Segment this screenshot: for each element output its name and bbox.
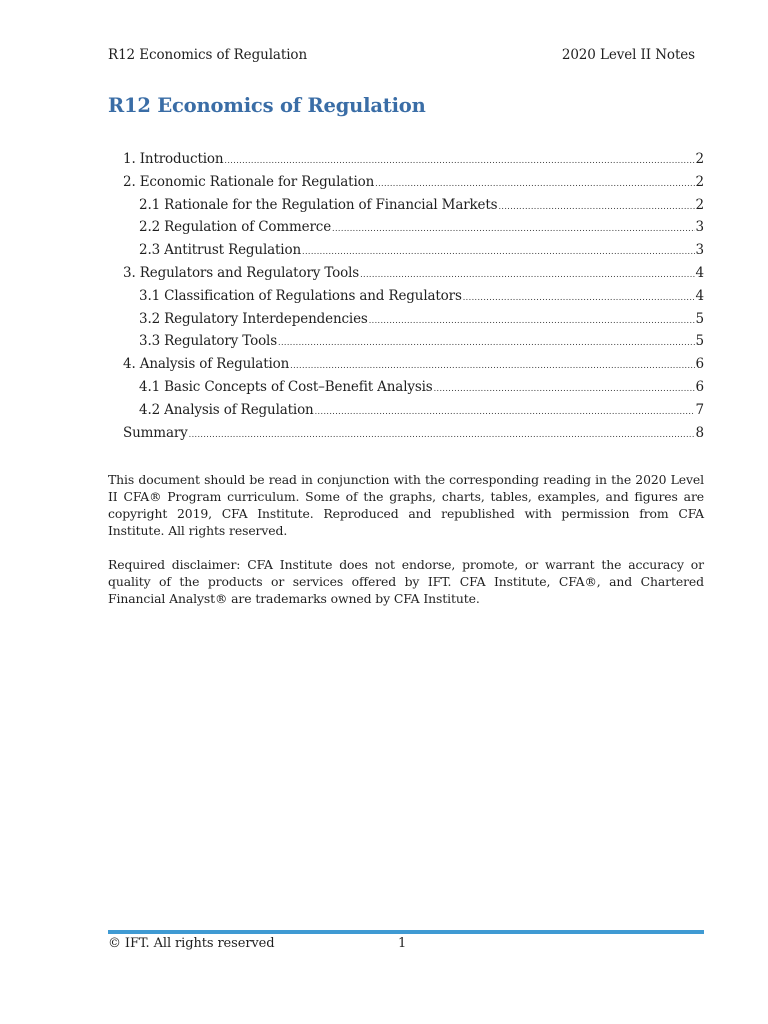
toc-entry-title: 4.1 Basic Concepts of Cost–Benefit Analysis xyxy=(139,378,433,395)
toc-dot-leader xyxy=(369,310,695,333)
footer-page-number: 1 xyxy=(398,936,407,951)
toc-entry-title: 2. Economic Rationale for Regulation xyxy=(123,173,375,190)
toc-entry-page: 3 xyxy=(695,219,704,236)
toc-entry-page: 7 xyxy=(695,401,704,418)
toc-entry-title: Summary xyxy=(123,424,188,441)
header-level-notes: 2020 Level II Notes xyxy=(561,47,695,63)
toc-entry-title: 3.2 Regulatory Interdependencies xyxy=(139,310,368,327)
toc-entry[interactable] xyxy=(123,399,704,422)
toc-entry-title: 3.1 Classification of Regulations and Regulators xyxy=(139,287,462,304)
toc-entry-page: 5 xyxy=(695,333,704,350)
disclaimer-paragraph: Required disclaimer: CFA Institute does not endorse, promote, or warrant the accuracy or quality of the products or services offered by IFT. CFA Institute, CFA®, and Chartered Financial Analyst® are trademarks owned by CFA Institute. xyxy=(108,557,704,606)
document-title: R12 Economics of Regulation xyxy=(108,94,426,117)
toc-entry-page: 2 xyxy=(695,173,704,190)
toc-entry[interactable] xyxy=(123,330,704,353)
toc-entry-title: 3.3 Regulatory Tools xyxy=(139,333,277,350)
toc-entry-page: 2 xyxy=(695,151,704,167)
toc-entry-page: 6 xyxy=(695,356,704,373)
toc-entry[interactable] xyxy=(123,148,704,171)
footer-divider xyxy=(108,930,704,934)
toc-entry[interactable] xyxy=(123,353,704,376)
toc-entry-title: 4.2 Analysis of Regulation xyxy=(139,401,314,418)
toc-entry-page: 2 xyxy=(695,196,704,213)
toc-dot-leader xyxy=(224,150,694,173)
toc-entry-title: 2.2 Regulation of Commerce xyxy=(139,219,332,236)
toc-entry-title: 4. Analysis of Regulation xyxy=(123,356,290,373)
toc-entry-page: 5 xyxy=(695,310,704,327)
toc-entry[interactable] xyxy=(123,285,704,308)
toc-entry[interactable] xyxy=(123,194,704,217)
table-of-contents xyxy=(123,148,704,444)
toc-dot-leader xyxy=(360,264,694,287)
toc-entry-title: 2.1 Rationale for the Regulation of Financial Markets xyxy=(139,196,498,213)
toc-entry[interactable] xyxy=(123,308,704,331)
toc-entry-title: 3. Regulators and Regulatory Tools xyxy=(123,264,360,281)
toc-entry-page: 4 xyxy=(695,264,704,281)
toc-entry-title: 1. Introduction xyxy=(123,151,224,167)
toc-dot-leader xyxy=(498,196,694,219)
toc-entry-title: 2.3 Antitrust Regulation xyxy=(139,242,301,259)
toc-entry-page: 8 xyxy=(695,424,704,441)
toc-entry[interactable] xyxy=(123,262,704,285)
toc-entry[interactable] xyxy=(123,422,704,445)
toc-dot-leader xyxy=(332,218,695,241)
toc-dot-leader xyxy=(189,424,695,447)
toc-entry[interactable] xyxy=(123,171,704,194)
header-reading-title: R12 Economics of Regulation xyxy=(108,47,308,63)
toc-entry-page: 3 xyxy=(695,242,704,259)
toc-entry-page: 6 xyxy=(695,378,704,395)
toc-dot-leader xyxy=(302,241,695,264)
footer-copyright: © IFT. All rights reserved xyxy=(108,936,275,951)
toc-entry[interactable] xyxy=(123,376,704,399)
toc-dot-leader xyxy=(290,355,694,378)
toc-dot-leader xyxy=(315,401,695,424)
toc-entry[interactable] xyxy=(123,239,704,262)
toc-entry-page: 4 xyxy=(695,287,704,304)
toc-entry[interactable] xyxy=(123,216,704,239)
toc-dot-leader xyxy=(463,287,695,310)
curriculum-notice-paragraph: This document should be read in conjunction with the corresponding reading in the 2020 Level II CFA® Program curriculum. Some of the graphs, charts, tables, examples, and figures are copyright 2019, CFA Institute. Reproduced and republished with permission from CFA Institute. All rights reserved. xyxy=(108,472,704,538)
toc-dot-leader xyxy=(375,173,694,196)
toc-dot-leader xyxy=(278,332,695,355)
toc-dot-leader xyxy=(434,378,695,401)
